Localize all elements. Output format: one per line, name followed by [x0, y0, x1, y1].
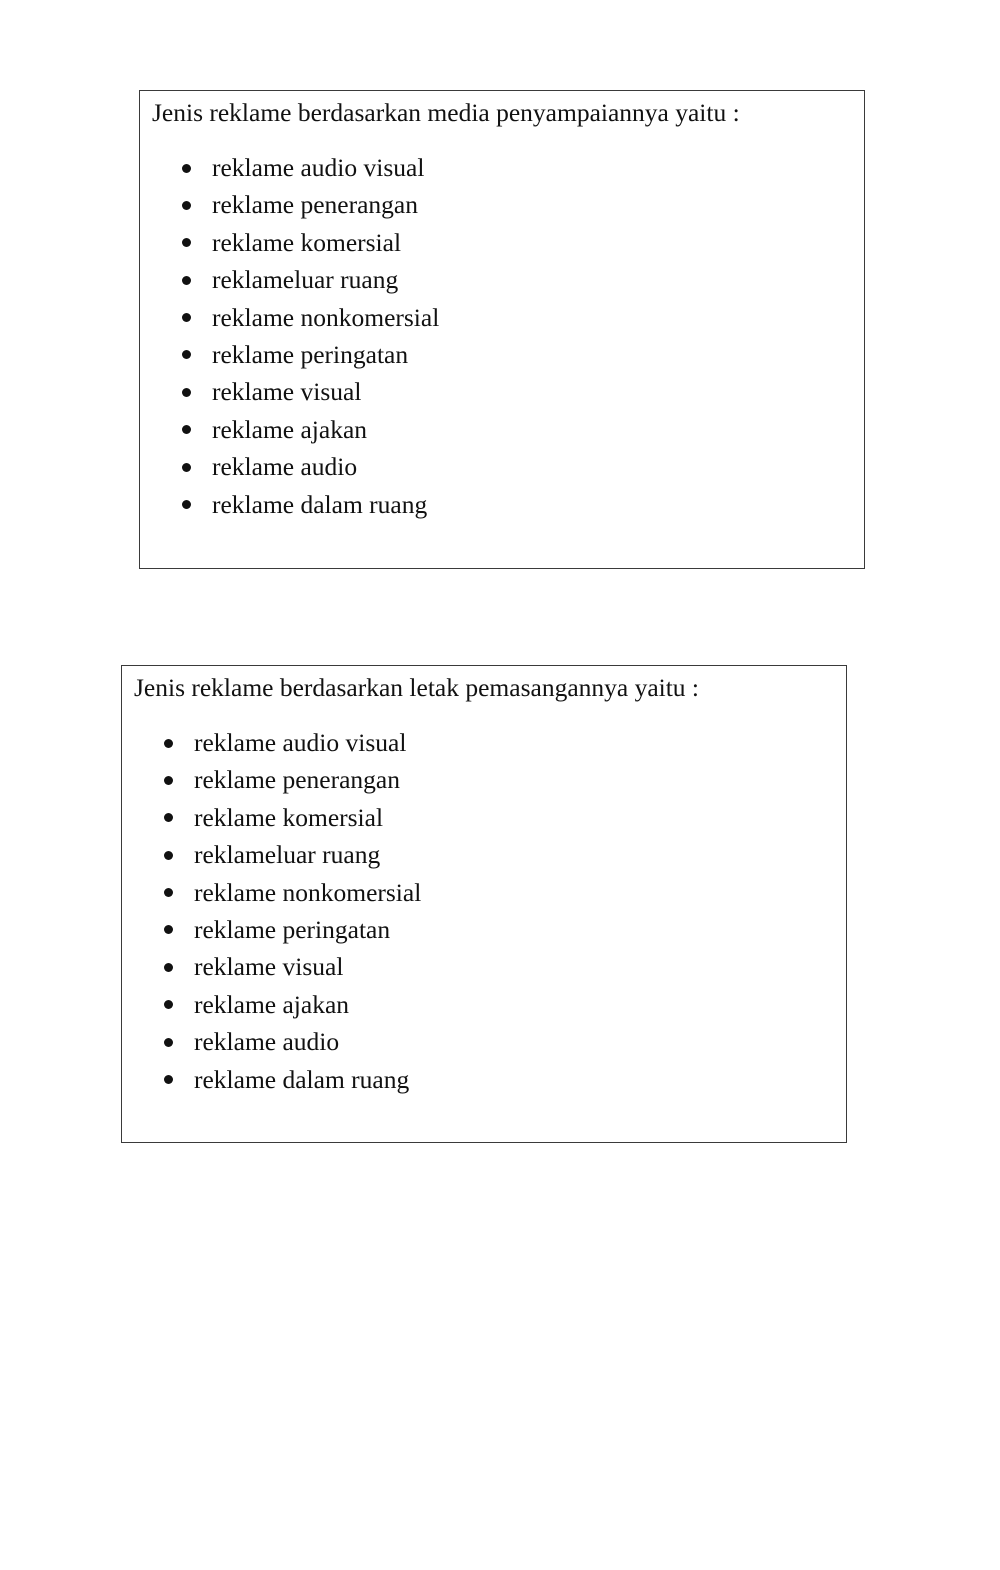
bullet-icon	[182, 201, 191, 210]
bullet-icon	[182, 350, 191, 359]
option-label: reklame ajakan	[212, 414, 368, 444]
question-box-placement	[121, 665, 847, 1143]
bullet-icon	[164, 963, 173, 972]
option-item[interactable]	[182, 336, 439, 373]
option-item[interactable]	[182, 299, 439, 336]
option-label: reklame dalam ruang	[194, 1064, 410, 1094]
question-title: Jenis reklame berdasarkan media penyampaiannya yaitu :	[152, 98, 740, 127]
option-label: reklame penerangan	[194, 765, 401, 795]
option-item[interactable]	[182, 149, 439, 186]
option-item[interactable]	[182, 373, 439, 410]
option-item[interactable]	[164, 1061, 421, 1098]
bullet-icon	[164, 1038, 173, 1047]
option-item[interactable]	[164, 1023, 421, 1060]
option-item[interactable]	[182, 261, 439, 298]
option-item[interactable]	[164, 724, 421, 761]
option-item[interactable]	[164, 948, 421, 985]
option-list	[164, 724, 421, 1098]
bullet-icon	[164, 1075, 173, 1084]
option-item[interactable]	[182, 186, 439, 223]
option-item[interactable]	[182, 448, 439, 485]
bullet-icon	[182, 463, 191, 472]
option-item[interactable]	[164, 761, 421, 798]
bullet-icon	[164, 813, 173, 822]
option-item[interactable]	[164, 874, 421, 911]
bullet-icon	[164, 851, 173, 860]
option-label: reklame peringatan	[194, 914, 391, 944]
option-item[interactable]	[164, 911, 421, 948]
option-label: reklame visual	[194, 952, 344, 982]
question-title: Jenis reklame berdasarkan letak pemasangannya yaitu :	[134, 673, 700, 702]
option-item[interactable]	[182, 411, 439, 448]
bullet-icon	[182, 238, 191, 247]
bullet-icon	[182, 164, 191, 173]
option-label: reklameluar ruang	[194, 840, 381, 870]
bullet-icon	[164, 739, 173, 748]
option-item[interactable]	[182, 224, 439, 261]
option-label: reklame dalam ruang	[212, 489, 428, 519]
option-item[interactable]	[164, 799, 421, 836]
option-label: reklame peringatan	[212, 339, 409, 369]
bullet-icon	[164, 888, 173, 897]
option-label: reklame nonkomersial	[212, 302, 440, 332]
bullet-icon	[164, 1000, 173, 1009]
option-item[interactable]	[182, 486, 439, 523]
bullet-icon	[164, 925, 173, 934]
option-list	[182, 149, 439, 523]
bullet-icon	[164, 776, 173, 785]
option-label: reklameluar ruang	[212, 265, 399, 295]
option-label: reklame komersial	[194, 802, 384, 832]
option-label: reklame penerangan	[212, 190, 419, 220]
option-item[interactable]	[164, 986, 421, 1023]
bullet-icon	[182, 500, 191, 509]
bullet-icon	[182, 276, 191, 285]
question-box-media	[139, 90, 865, 569]
option-label: reklame komersial	[212, 227, 402, 257]
option-item[interactable]	[164, 836, 421, 873]
option-label: reklame visual	[212, 377, 362, 407]
option-label: reklame nonkomersial	[194, 877, 422, 907]
bullet-icon	[182, 388, 191, 397]
option-label: reklame ajakan	[194, 989, 350, 1019]
option-label: reklame audio	[212, 452, 358, 482]
option-label: reklame audio	[194, 1027, 340, 1057]
bullet-icon	[182, 425, 191, 434]
option-label: reklame audio visual	[212, 153, 425, 182]
option-label: reklame audio visual	[194, 728, 407, 757]
bullet-icon	[182, 313, 191, 322]
